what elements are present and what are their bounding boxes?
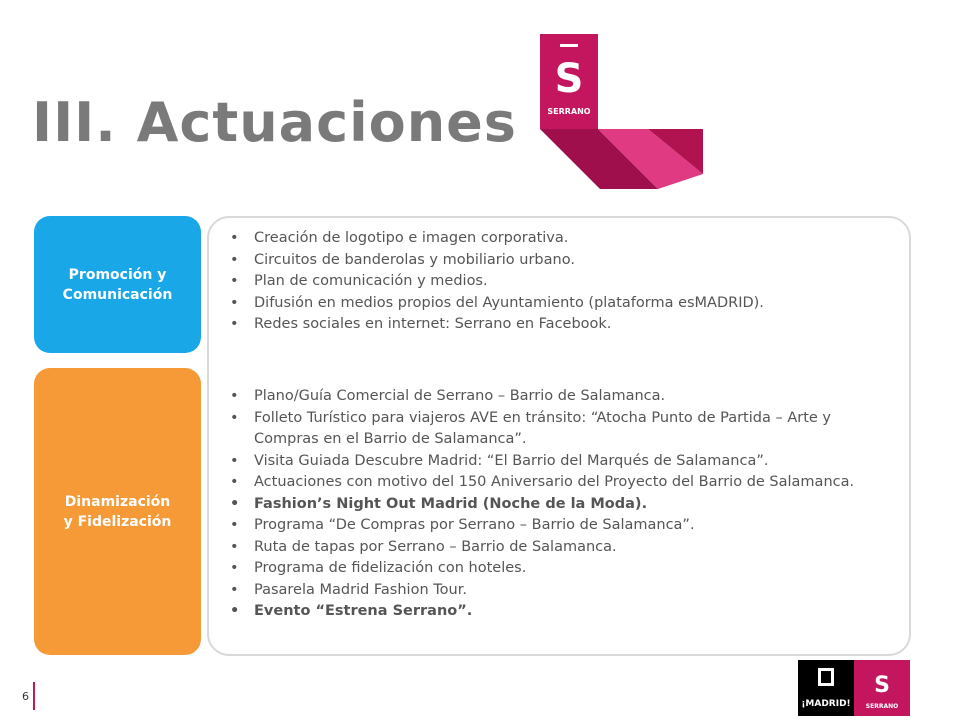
list-item: • Fashion’s Night Out Madrid (Noche de la Moda). bbox=[228, 494, 868, 516]
list-item: • Evento “Estrena Serrano”. bbox=[228, 601, 868, 623]
list-item: • Programa “De Compras por Serrano – Barrio de Salamanca”. bbox=[228, 515, 868, 537]
logo-mark: S bbox=[554, 56, 584, 102]
section-tag-dinamizacion bbox=[34, 368, 201, 655]
list-item: • Circuitos de banderolas y mobiliario urbano. bbox=[228, 250, 888, 272]
list-item: • Difusión en medios propios del Ayuntamiento (plataforma esMADRID). bbox=[228, 293, 888, 315]
list-item: • Programa de fidelización con hoteles. bbox=[228, 558, 868, 580]
tag-line-1: Promoción y bbox=[68, 266, 167, 283]
list-item: • Plano/Guía Comercial de Serrano – Barrio de Salamanca. bbox=[228, 386, 868, 408]
list-item: • Ruta de tapas por Serrano – Barrio de Salamanca. bbox=[228, 537, 868, 559]
serrano-ribbon-logo bbox=[538, 34, 708, 189]
page-number: 6 bbox=[22, 690, 29, 703]
page-title: III. Actuaciones bbox=[32, 91, 517, 154]
promocion-list bbox=[228, 228, 888, 336]
dinamizacion-list bbox=[228, 386, 868, 623]
page-divider bbox=[33, 682, 35, 710]
tag-line-1: Dinamización bbox=[64, 493, 171, 510]
madrid-logo-text: ¡MADRID! bbox=[801, 699, 851, 709]
list-item: • Actuaciones con motivo del 150 Aniversario del Proyecto del Barrio de Salamanca. bbox=[228, 472, 868, 494]
list-item: • Creación de logotipo e imagen corporativa. bbox=[228, 228, 888, 250]
logo-text: SERRANO bbox=[547, 107, 591, 116]
list-item: • Pasarela Madrid Fashion Tour. bbox=[228, 580, 868, 602]
section-tag-promocion bbox=[34, 216, 201, 353]
tag-line-2: y Fidelización bbox=[63, 513, 172, 530]
footer-logos bbox=[798, 660, 910, 716]
list-item: • Redes sociales en internet: Serrano en Facebook. bbox=[228, 314, 888, 336]
serrano-logo-mark: S bbox=[874, 673, 890, 698]
serrano-logo-text: SERRANO bbox=[865, 703, 899, 710]
list-item: • Plan de comunicación y medios. bbox=[228, 271, 888, 293]
list-item: • Visita Guiada Descubre Madrid: “El Barrio del Marqués de Salamanca”. bbox=[228, 451, 868, 473]
tag-line-2: Comunicación bbox=[62, 286, 173, 303]
list-item: • Folleto Turístico para viajeros AVE en tránsito: “Atocha Punto de Partida – Arte y Compras en el Barrio de Salamanca”. bbox=[228, 408, 868, 451]
